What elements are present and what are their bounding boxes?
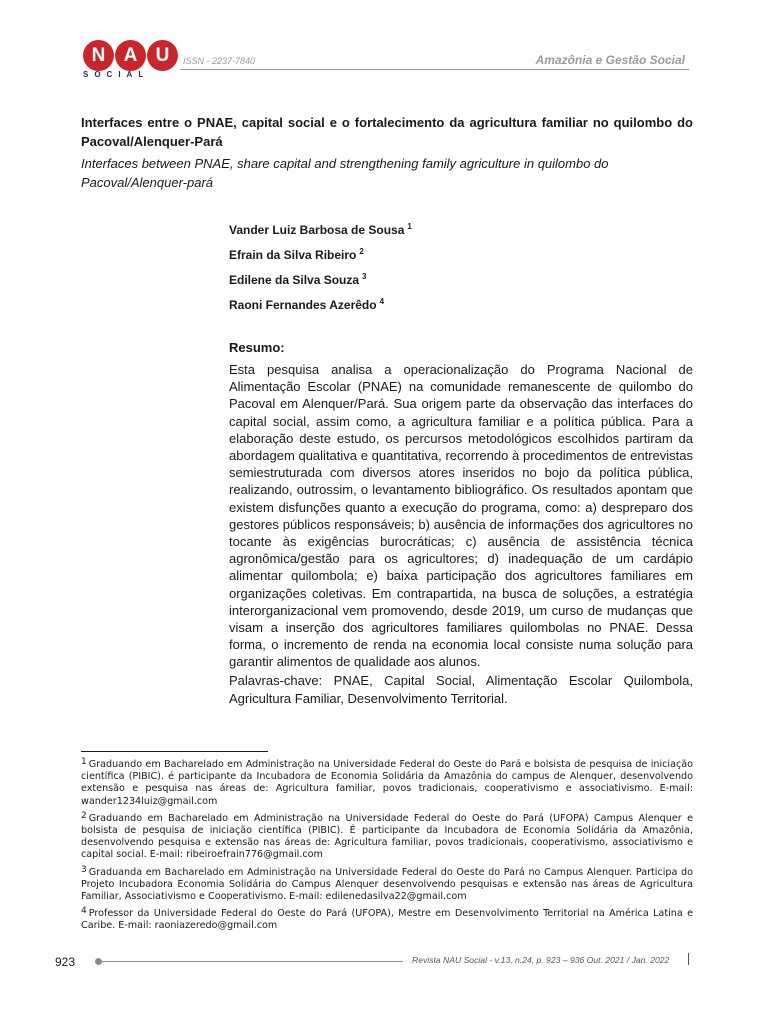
footer-divider xyxy=(101,961,403,962)
author-footnote-ref[interactable]: 3 xyxy=(362,272,367,281)
issn-label: ISSN - 2237-7840 xyxy=(183,56,256,66)
author-item xyxy=(229,243,412,268)
article-title-english: Interfaces between PNAE, share capital and strengthening family agriculture in quilombo do Pacoval/Alenquer-pará xyxy=(81,156,609,190)
footnote-number: 3 xyxy=(81,864,87,875)
author-name: Raoni Fernandes Azerêdo xyxy=(229,298,377,312)
footnote-item xyxy=(81,905,693,932)
footnote-number: 1 xyxy=(81,757,87,767)
footnote-number: 4 xyxy=(81,906,87,917)
journal-citation: Revista NAU Social - v.13, n.24, p. 923 – 936 Out. 2021 / Jan. 2022 xyxy=(412,955,670,965)
logo-letter-u: U xyxy=(147,40,178,71)
page-number: 923 xyxy=(55,955,76,969)
footnote-divider xyxy=(81,751,268,752)
article-title-portuguese: Interfaces entre o PNAE, capital social e o fortalecimento da agricultura familiar no quilombo do Pacoval/Alenquer-Pará xyxy=(81,115,693,149)
abstract-body: Esta pesquisa analisa a operacionalização do Programa Nacional de Alimentação Escolar (PNAE) na comunidade remanescente de quilombo do Pacoval em Alenquer/Pará. Sua origem parte da observação das interfaces do capital social, assim como, a agricultura familiar e a política pública. Para a elaboração deste estudo, os percursos metodológicos escolhidos partiram da abordagem qualitativa e quantitativa, recorrendo à procedimentos de entrevistas semiestruturada com diversos atores inseridos no bojo da política pública, realizando, outrossim, o levantamento bibliográfico. Os resultados apontam que existem disfunções quanto a execução do programa, como: a) despreparo dos gestores públicos responsáveis; b) ausência de informações dos agricultores no tocante às exigências burocráticas; c) ausência de assistência técnica agronômica/gestão para os agricultores; d) inadequação de um cardápio alimentar quilombola; e) baixa participação dos agricultores familiares em organizações coletivas. Em contrapartida, na busca de soluções, a estratégia interorganizacional vem promovendo, desde 2019, um curso de mudanças que visam a inserção dos agricultores familiares quilombolas no PNAE. Dessa forma, o incremento de renda na economia local consiste numa solução para garantir alimentos de qualidade aos alunos. xyxy=(229,362,693,670)
footnote-text: Graduando em Bacharelado em Administração na Universidade Federal do Oeste do Pará e bolsista de pesquisa de iniciação científica (PIBIC). é participante da Incubadora de Economia Solidária da Amazônia do campus de Alenquer, desenvolvendo extensão e pesquisa nas áreas de: Agricultura familiar, povos tradicionais, cooperativismo e associativismo. E-mail: wander1234luiz@gmail.com xyxy=(81,759,693,807)
author-name: Vander Luiz Barbosa de Sousa xyxy=(229,223,405,237)
abstract-heading: Resumo: xyxy=(229,340,285,355)
footnote-item xyxy=(81,810,693,862)
author-item xyxy=(229,218,412,243)
footnotes-section xyxy=(81,756,693,935)
author-item xyxy=(229,268,412,293)
header-divider xyxy=(180,69,689,70)
author-name: Efrain da Silva Ribeiro xyxy=(229,248,357,262)
footnote-text: Professor da Universidade Federal do Oeste do Pará (UFOPA), Mestre em Desenvolvimento Territorial na América Latina e Caribe. E-mail: raoniazeredo@gmail.com xyxy=(81,908,693,932)
author-footnote-ref[interactable]: 1 xyxy=(407,222,412,231)
footnote-text: Graduando em Bacharelado em Administração na Universidade Federal do Oeste do Pará (UFOPA) Campus Alenquer e bolsista de pesquisa de iniciação científica (PIBIC). É participante da Incubadora de Economia Solidária da Amazônia, desenvolvendo pesquisa e extensão nas áreas de: Agricultura familiar, povos tradicionais, cooperativismo, associativismo e capital social. E-mail: ribeiroefrain776@gmail.com xyxy=(81,812,693,861)
author-footnote-ref[interactable]: 2 xyxy=(359,247,364,256)
footnote-item xyxy=(81,864,693,904)
footnote-number: 2 xyxy=(81,810,87,821)
footer-end-bar xyxy=(688,953,689,965)
footnote-item xyxy=(81,756,693,808)
footnote-text: Graduanda em Bacharelado em Administração na Universidade Federal do Oeste do Pará no Campus Alenquer. Participa do Projeto Incubadora Economia Solidária do Campus Alenquer desenvolvendo pesquisas e extensão nas áreas de Agricultura Familiar, Associativismo e Cooperativismo. E-mail: edilenedasilva22@gmail.com xyxy=(81,866,693,903)
author-name: Edilene da Silva Souza xyxy=(229,273,360,287)
author-footnote-ref[interactable]: 4 xyxy=(379,297,385,306)
logo-subtitle: SOCIAL xyxy=(83,70,150,79)
author-item xyxy=(229,293,412,318)
keywords-paragraph: Palavras-chave: PNAE, Capital Social, Alimentação Escolar Quilombola, Agricultura Familiar, Desenvolvimento Territorial. xyxy=(229,673,693,706)
logo-letter-n: N xyxy=(83,40,114,71)
journal-logo xyxy=(83,40,179,80)
logo-letter-a: A xyxy=(115,40,146,71)
journal-name: Amazônia e Gestão Social xyxy=(535,53,685,67)
author-list xyxy=(229,218,412,318)
